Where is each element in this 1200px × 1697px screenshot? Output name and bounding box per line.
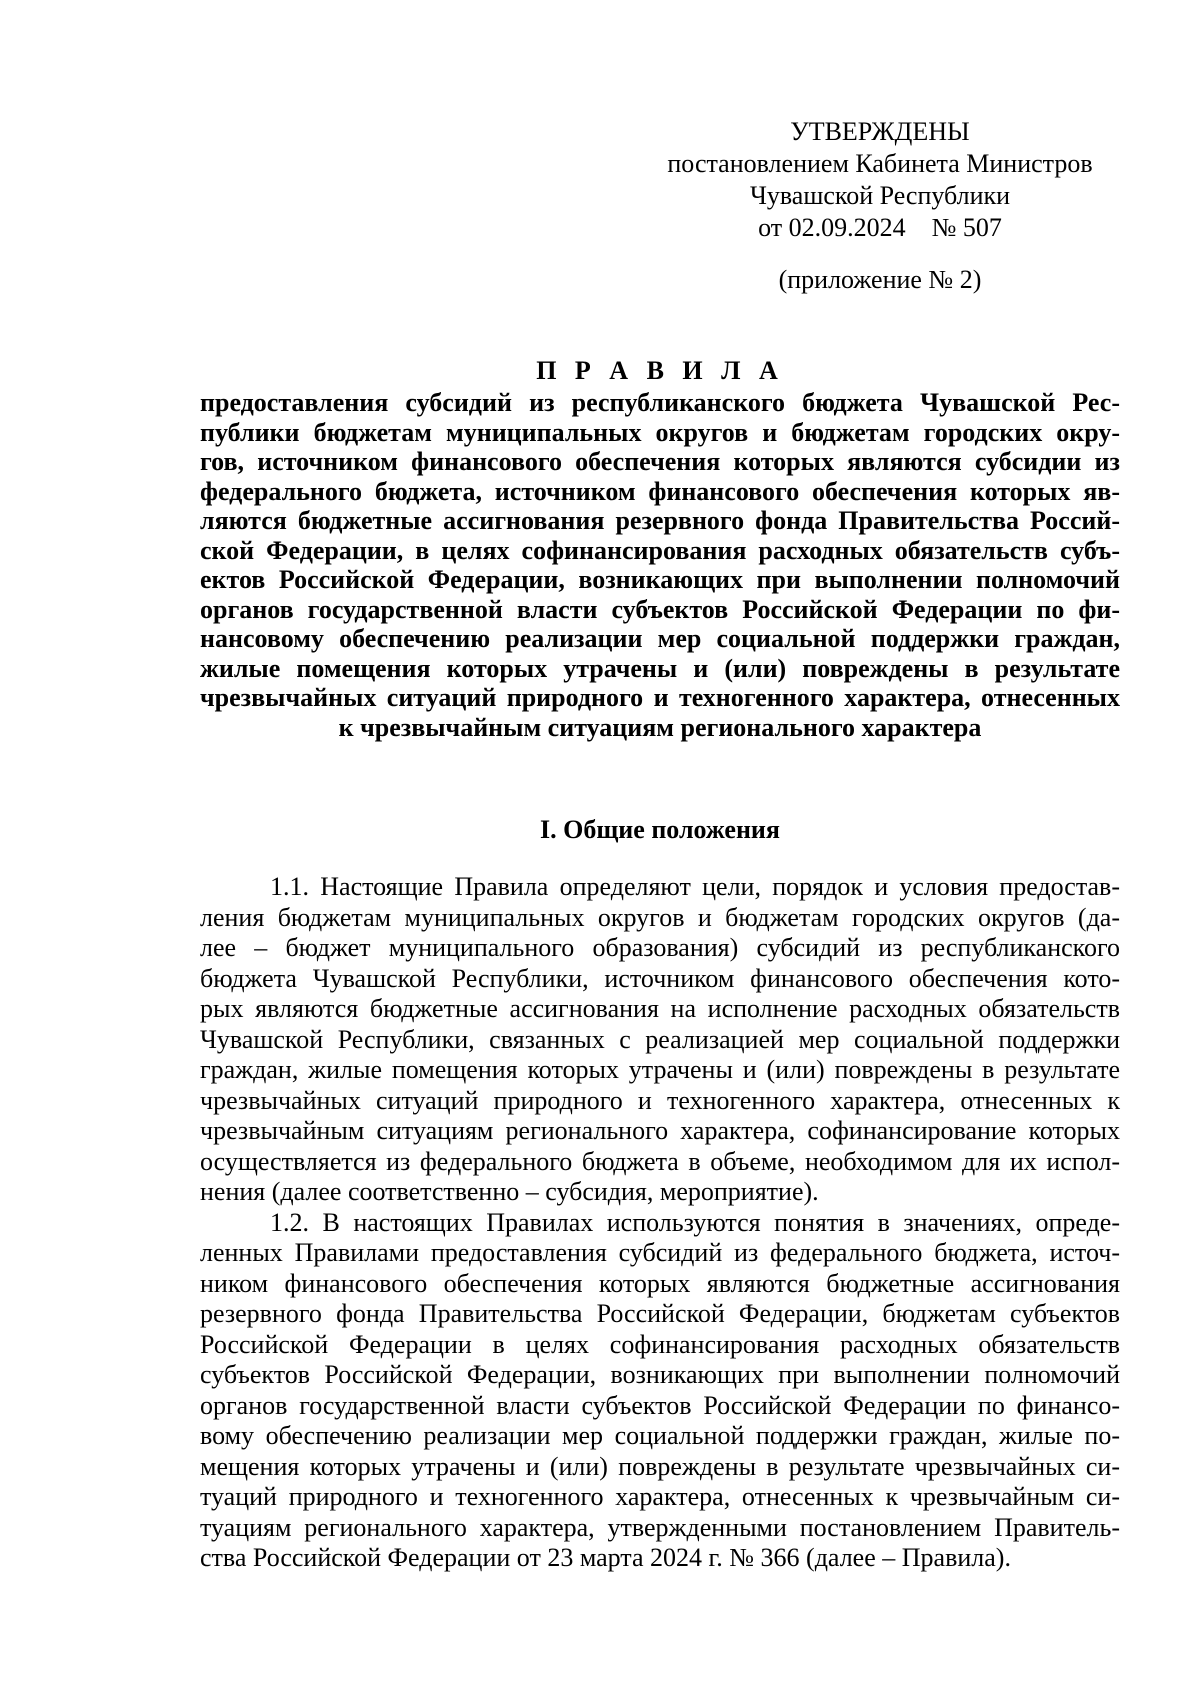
subtitle-line: жилые помещения которых утрачены и (или) повреждены в результате bbox=[200, 653, 1120, 683]
paragraph-line: органов государственной власти субъектов Российской Федерации по финансо- bbox=[200, 1390, 1120, 1420]
subtitle-line: федерального бюджета, источником финансового обеспечения которых яв- bbox=[200, 476, 1120, 506]
paragraph-line: нения (далее соответственно – субсидия, мероприятие). bbox=[200, 1177, 819, 1206]
paragraph-line: туаций природного и техногенного характера, отнесенных к чрезвычайным си- bbox=[200, 1482, 1120, 1511]
approval-block bbox=[650, 116, 1110, 244]
paragraph-line: туациям регионального характера, утвержденными постановлением Правитель- bbox=[200, 1512, 1120, 1542]
paragraph-line: чрезвычайным ситуациям регионального характера, софинансирование которых bbox=[200, 1116, 1120, 1145]
section-heading: I. Общие положения bbox=[540, 815, 780, 844]
approval-date-number: от 02.09.2024 № 507 bbox=[758, 213, 1002, 242]
paragraph-line: осуществляется из федерального бюджета в объеме, необходимом для их испол- bbox=[200, 1146, 1120, 1176]
paragraph-line: 1.2. В настоящих Правилах используются понятия в значениях, опреде- bbox=[270, 1207, 1120, 1237]
document-subtitle bbox=[200, 388, 1120, 742]
paragraph-line: граждан, жилые помещения которых утрачены и (или) повреждены в результате bbox=[200, 1055, 1120, 1084]
subtitle-line: чрезвычайных ситуаций природного и техногенного характера, отнесенных bbox=[200, 683, 1120, 712]
body-text bbox=[200, 872, 1120, 1574]
subtitle-line: публики бюджетам муниципальных округов и бюджетам городских окру- bbox=[200, 417, 1120, 447]
paragraph-line: Чувашской Республики, связанных с реализацией мер социальной поддержки bbox=[200, 1024, 1120, 1054]
paragraph-line: ником финансового обеспечения которых являются бюджетные ассигнования bbox=[200, 1268, 1120, 1298]
subtitle-line: органов государственной власти субъектов Российской Федерации по фи- bbox=[200, 594, 1120, 624]
paragraph-line: бюджета Чувашской Республики, источником финансового обеспечения кото- bbox=[200, 963, 1120, 993]
approval-region: Чувашской Республики bbox=[749, 181, 1011, 210]
paragraph-line: вому обеспечению реализации мер социальной поддержки граждан, жилые по- bbox=[200, 1421, 1120, 1450]
subtitle-line: к чрезвычайным ситуациям регионального характера bbox=[338, 712, 982, 742]
paragraph-1-2 bbox=[200, 1208, 1120, 1574]
paragraph-line: резервного фонда Правительства Российской Федерации, бюджетам субъектов bbox=[200, 1299, 1120, 1328]
paragraph-line: субъектов Российской Федерации, возникающих при выполнении полномочий bbox=[200, 1360, 1120, 1389]
approval-heading: УТВЕРЖДЕНЫ bbox=[790, 117, 970, 146]
paragraph-line: лее – бюджет муниципального образования) субсидий из республиканского bbox=[200, 933, 1120, 962]
subtitle-line: нансовому обеспечению реализации мер социальной поддержки граждан, bbox=[200, 624, 1120, 653]
paragraph-line: ства Российской Федерации от 23 марта 2024 г. № 366 (далее – Правила). bbox=[200, 1543, 1011, 1572]
subtitle-line: предоставления субсидий из республиканского бюджета Чувашской Рес- bbox=[200, 388, 1120, 417]
paragraph-line: рых являются бюджетные ассигнования на исполнение расходных обязательств bbox=[200, 994, 1120, 1023]
document-title: П Р А В И Л А bbox=[536, 356, 784, 385]
subtitle-line: ляются бюджетные ассигнования резервного фонда Правительства Россий- bbox=[200, 506, 1120, 535]
paragraph-line: мещения которых утрачены и (или) повреждены в результате чрезвычайных си- bbox=[200, 1451, 1120, 1481]
subtitle-line: ектов Российской Федерации, возникающих при выполнении полномочий bbox=[200, 565, 1120, 594]
paragraph-line: ления бюджетам муниципальных округов и бюджетам городских округов (да- bbox=[200, 902, 1120, 932]
paragraph-line: 1.1. Настоящие Правила определяют цели, порядок и условия предостав- bbox=[270, 872, 1120, 901]
subtitle-line: гов, источником финансового обеспечения которых являются субсидии из bbox=[200, 447, 1120, 476]
appendix-note: (приложение № 2) bbox=[778, 265, 982, 294]
subtitle-line: ской Федерации, в целях софинансирования расходных обязательств субъ- bbox=[200, 535, 1120, 565]
paragraph-line: Российской Федерации в целях софинансирования расходных обязательств bbox=[200, 1329, 1120, 1359]
paragraph-line: ленных Правилами предоставления субсидий из федерального бюджета, источ- bbox=[200, 1238, 1120, 1267]
approval-authority: постановлением Кабинета Министров bbox=[667, 149, 1093, 178]
paragraph-line: чрезвычайных ситуаций природного и техногенного характера, отнесенных к bbox=[200, 1085, 1120, 1115]
paragraph-1-1 bbox=[200, 872, 1120, 1208]
